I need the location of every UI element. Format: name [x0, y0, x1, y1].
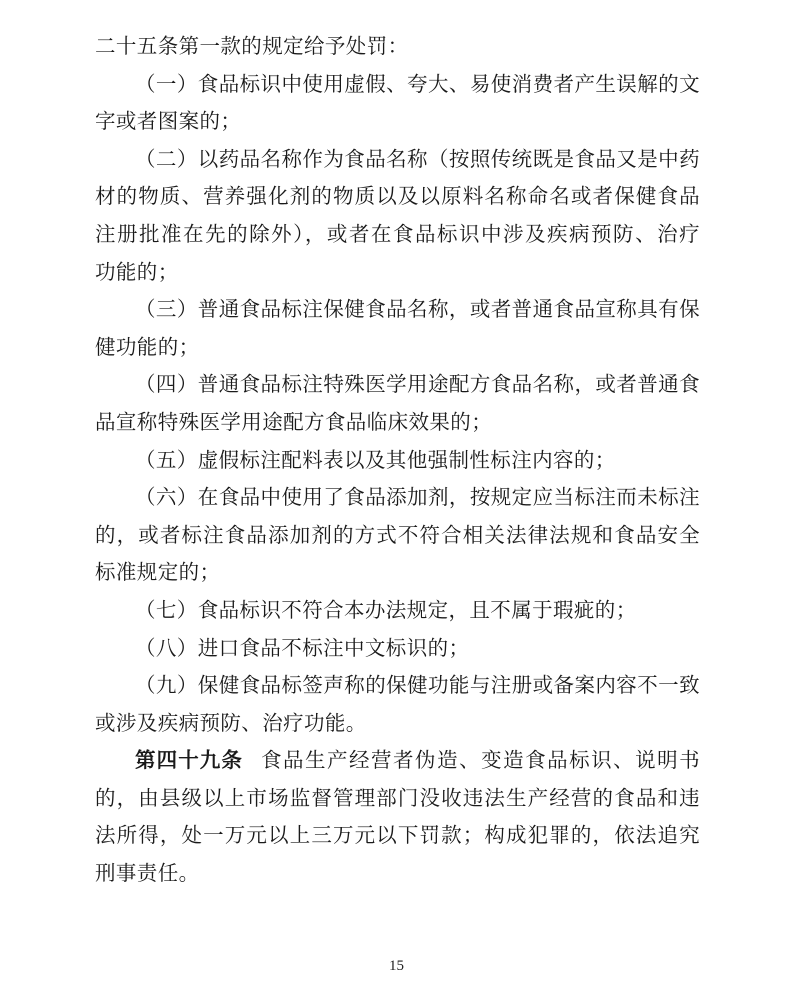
text-line: 二十五条第一款的规定给予处罚： — [95, 34, 409, 58]
text-line: 功能的； — [95, 259, 179, 284]
text-line: 或涉及疾病预防、治疗功能。 — [95, 710, 367, 735]
text-line: 法所得，处一万元以上三万元以下罚款；构成犯罪的，依法追究 — [95, 823, 700, 848]
text-line: 的，或者标注食品添加剂的方式不符合相关法律法规和食品安全 — [95, 522, 700, 547]
text-line: 刑事责任。 — [95, 861, 200, 886]
text-line: （三）普通食品标注保健食品名称，或者普通食品宣称具有保 — [135, 297, 700, 322]
text-line: （八）进口食品不标注中文标识的； — [135, 635, 470, 660]
text-line: 标准规定的； — [95, 560, 221, 585]
article-heading: 第四十九条 — [135, 748, 244, 773]
text-line: 材的物质、营养强化剂的物质以及以原料名称命名或者保健食品 — [95, 184, 700, 209]
text-line: （五）虚假标注配料表以及其他强制性标注内容的； — [135, 447, 616, 472]
text-line: 健功能的； — [95, 334, 200, 359]
text-line: （四）普通食品标注特殊医学用途配方食品名称，或者普通食 — [135, 372, 700, 397]
text-line: （六）在食品中使用了食品添加剂，按规定应当标注而未标注 — [135, 485, 700, 510]
text-line: 品宣称特殊医学用途配方食品临床效果的； — [95, 409, 493, 434]
text-line: 的，由县级以上市场监督管理部门没收违法生产经营的食品和违 — [95, 785, 700, 810]
article-first-line — [95, 742, 700, 780]
document-body — [95, 28, 700, 893]
article-text: 食品生产经营者伪造、变造食品标识、说明书 — [261, 748, 701, 773]
text-line: （一）食品标识中使用虚假、夸大、易使消费者产生误解的文 — [135, 71, 700, 96]
text-line: 注册批准在先的除外），或者在食品标识中涉及疾病预防、治疗 — [95, 221, 700, 246]
text-line: （七）食品标识不符合本办法规定，且不属于瑕疵的； — [135, 597, 637, 622]
text-line: （二）以药品名称作为食品名称（按照传统既是食品又是中药 — [135, 146, 700, 171]
page-number: 15 — [389, 958, 404, 974]
text-line: （九）保健食品标签声称的保健功能与注册或备案内容不一致 — [135, 673, 700, 698]
text-line: 字或者图案的； — [95, 109, 242, 134]
